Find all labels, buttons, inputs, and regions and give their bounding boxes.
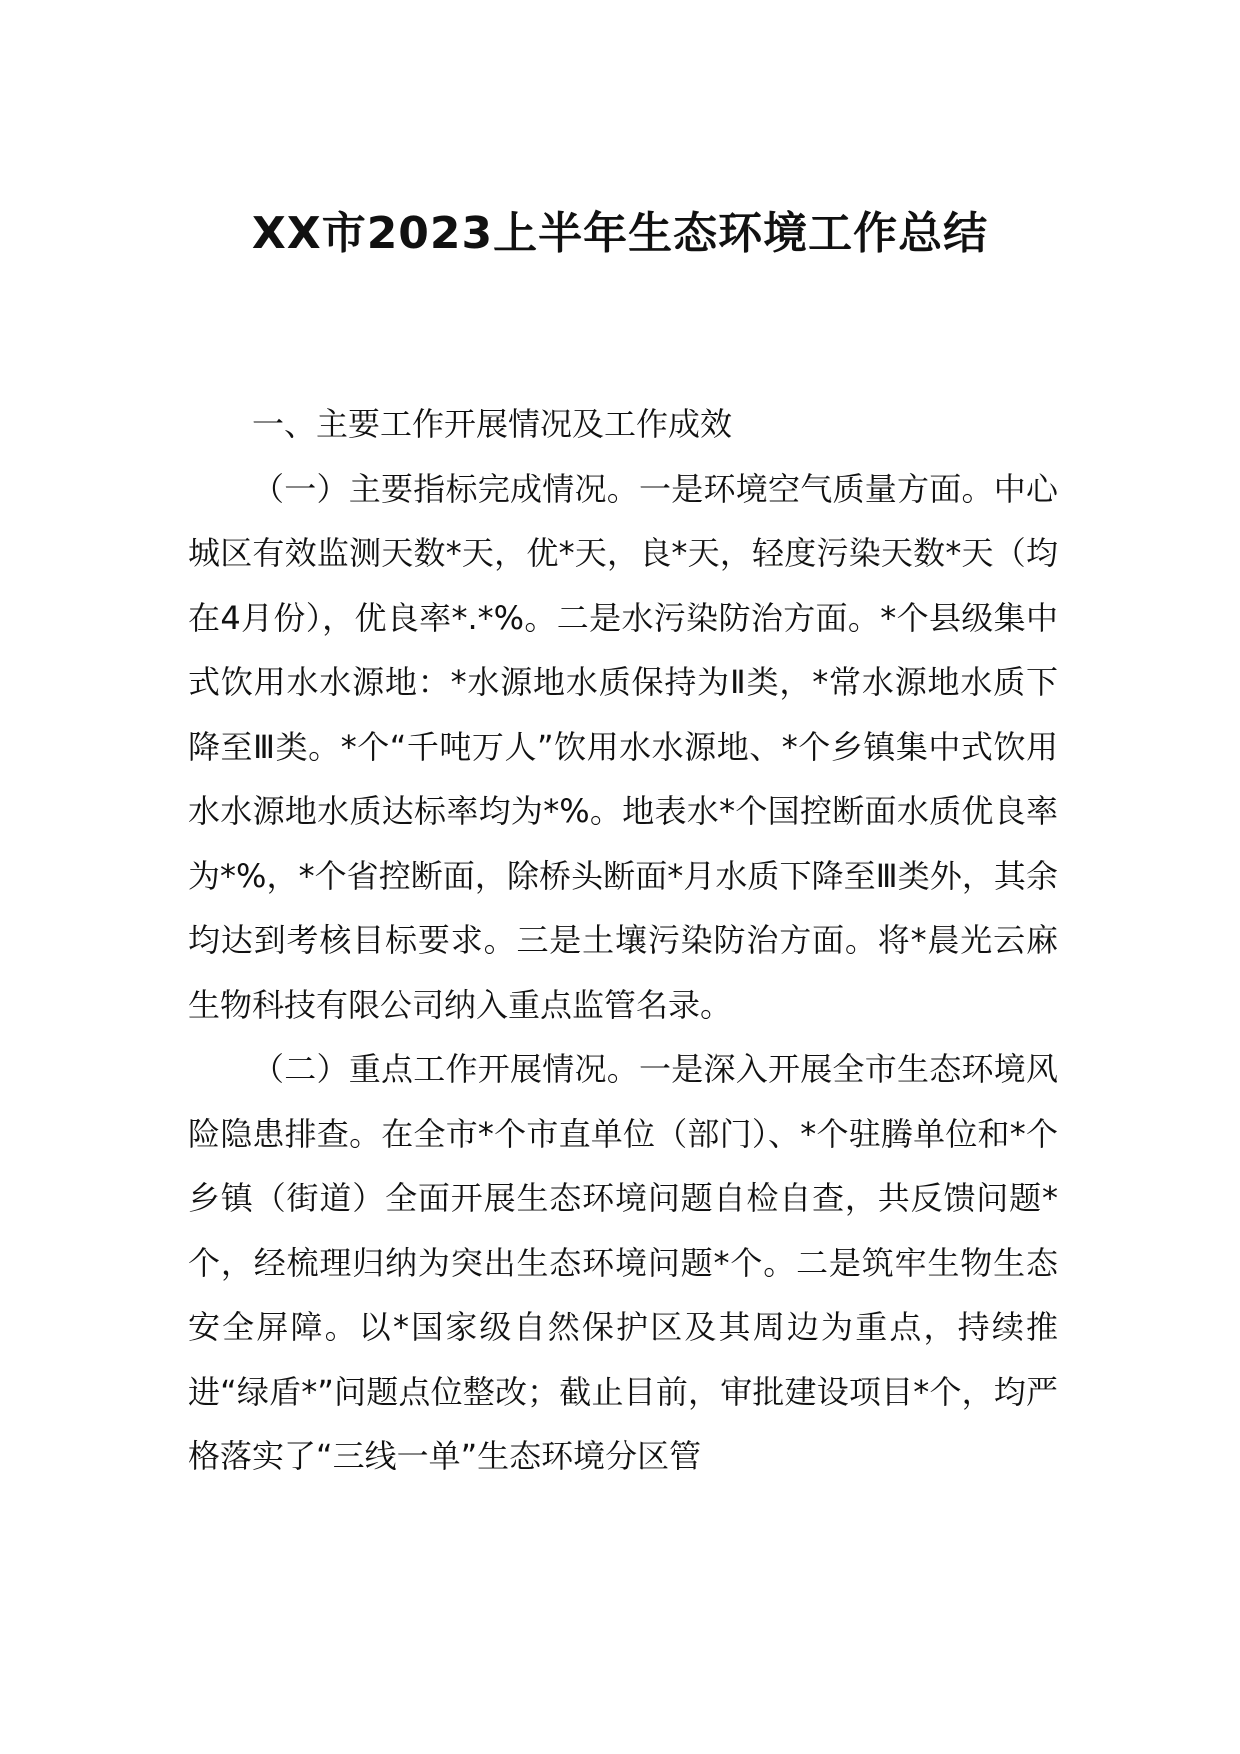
section-heading: 一、主要工作开展情况及工作成效: [252, 405, 733, 443]
document-body: [188, 392, 1058, 1489]
document-title: XX市2023上半年生态环境工作总结: [251, 208, 989, 259]
paragraph: （二）重点工作开展情况。一是深入开展全市生态环境风险隐患排查。在全市*个市直单位（部门）、*个驻腾单位和*个乡镇（街道）全面开展生态环境问题自检自查，共反馈问题*个，经梳理归纳为突出生态环境问题*个。二是筑牢生物生态安全屏障。以*国家级自然保护区及其周边为重点，持续推进“绿盾*”问题点位整改；截止目前，审批建设项目*个，均严格落实了“三线一单”生态环境分区管: [188, 1050, 1058, 1475]
paragraph: （一）主要指标完成情况。一是环境空气质量方面。中心城区有效监测天数*天，优*天，良*天，轻度污染天数*天（均在4月份），优良率*.*%。二是水污染防治方面。*个县级集中式饮用水水源地：*水源地水质保持为Ⅱ类，*常水源地水质下降至Ⅲ类。*个“千吨万人”饮用水水源地、*个乡镇集中式饮用水水源地水质达标率均为*%。地表水*个国控断面水质优良率为*%，*个省控断面，除桥头断面*月水质下降至Ⅲ类外，其余均达到考核目标要求。三是土壤污染防治方面。将*晨光云麻生物科技有限公司纳入重点监管名录。: [188, 469, 1058, 1024]
